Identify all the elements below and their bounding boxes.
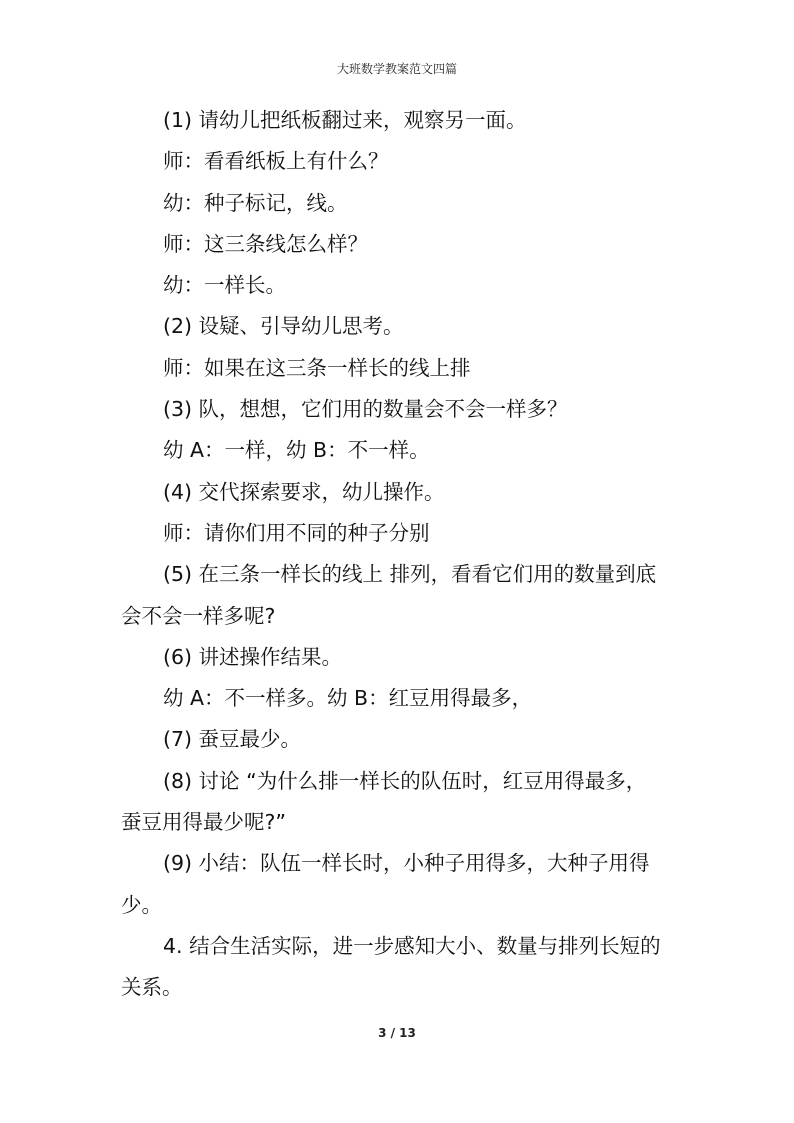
paragraph-line: 会不会一样多呢? xyxy=(121,603,276,628)
paragraph-line: 师：这三条线怎么样？ xyxy=(163,231,368,256)
page-number: 3 / 13 xyxy=(378,1026,416,1040)
paragraph-line: (1) 请幼儿把纸板翻过来，观察另一面。 xyxy=(163,108,527,132)
paragraph-line: 幼：种子标记，线。 xyxy=(163,190,348,215)
paragraph-line: (6) 讲述操作结果。 xyxy=(163,644,343,669)
document-body xyxy=(121,100,681,1009)
paragraph-line: (5) 在三条一样长的线上 排列，看看它们用的数量到底 xyxy=(163,562,657,587)
paragraph-line: 4. 结合生活实际，进一步感知大小、数量与排列长短的 xyxy=(163,933,661,958)
paragraph-line: (8) 讨论 “为什么排一样长的队伍时，红豆用得最多， xyxy=(163,768,647,793)
paragraph-line: 师：看看纸板上有什么？ xyxy=(163,149,389,174)
paragraph-line: 蚕豆用得最少呢?” xyxy=(121,810,287,835)
paragraph-line: (9) 小结：队伍一样长时，小种子用得多，大种子用得 xyxy=(163,851,650,876)
paragraph-line: 幼 A：一样，幼 B：不一样。 xyxy=(163,438,430,463)
page-header-title: 大班数学教案范文四篇 xyxy=(336,62,457,76)
paragraph-line: 师：请你们用不同的种子分别 xyxy=(163,520,430,545)
paragraph-line: (2) 设疑、引导幼儿思考。 xyxy=(163,314,404,339)
paragraph-line: (4) 交代探索要求，幼儿操作。 xyxy=(163,479,445,504)
paragraph-line: 幼：一样长。 xyxy=(163,273,286,298)
paragraph-line: (7) 蚕豆最少。 xyxy=(163,727,302,752)
paragraph-line: 幼 A：不一样多。幼 B：红豆用得最多， xyxy=(163,686,533,711)
paragraph-line: 师：如果在这三条一样长的线上排 xyxy=(163,355,471,380)
paragraph-line: 关系。 xyxy=(121,975,183,1000)
paragraph-line: 少。 xyxy=(121,892,162,917)
paragraph-line: (3) 队，想想，它们用的数量会不会一样多？ xyxy=(163,397,568,422)
